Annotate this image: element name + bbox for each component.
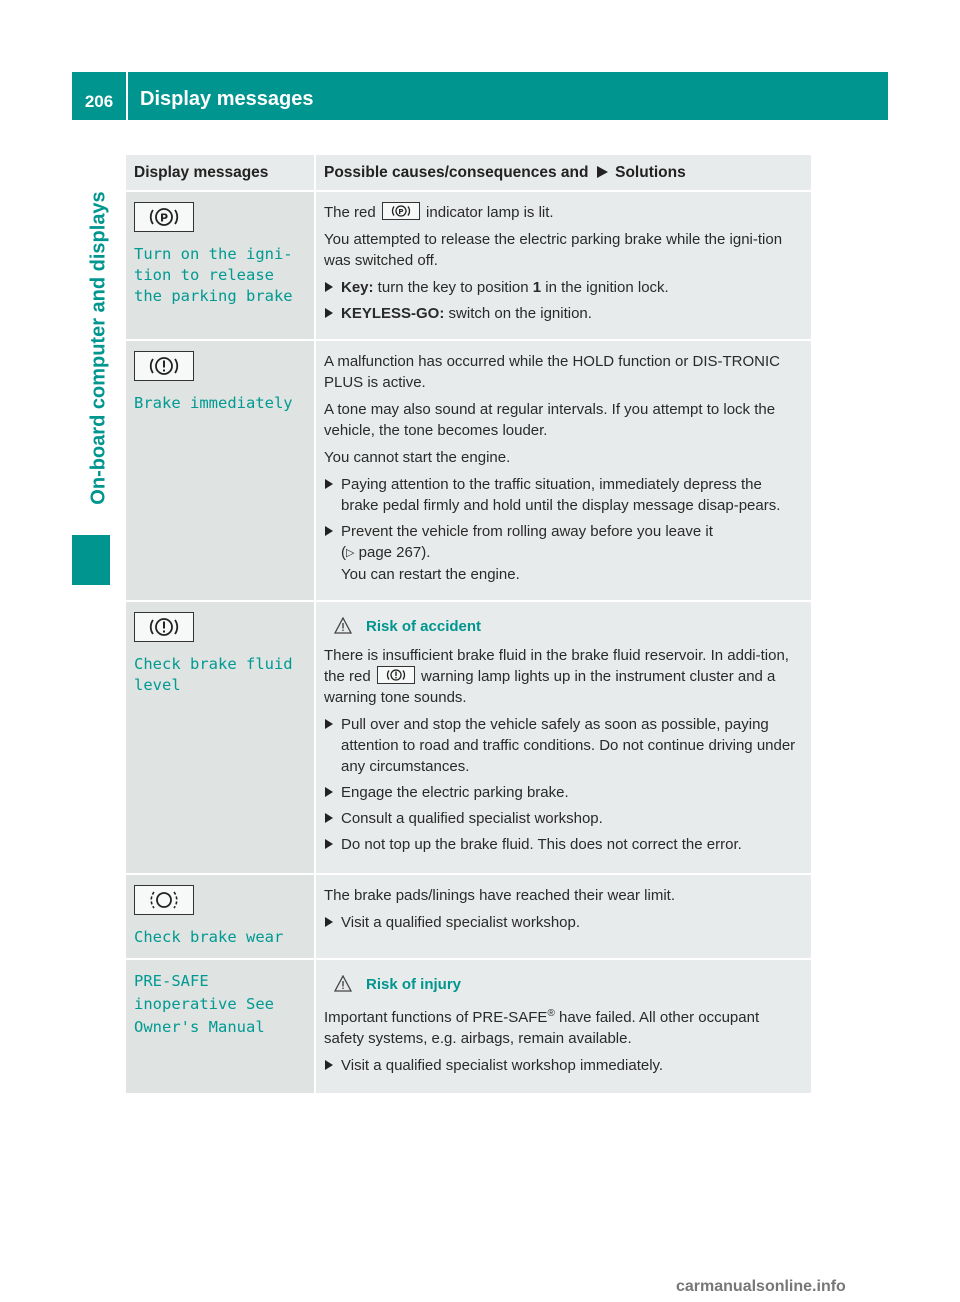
warning-heading (324, 974, 803, 995)
svg-text:P: P (159, 211, 169, 225)
brake-warning-icon (134, 351, 194, 381)
cause-text-part: The red (324, 204, 376, 221)
step-text: in the ignition lock. (541, 279, 669, 296)
table-row (126, 958, 811, 1093)
step-text: Do not top up the brake fluid. This does not correct the error. (341, 836, 742, 853)
step-arrow-icon (325, 308, 333, 318)
display-message-text: Check brake fluid level (134, 655, 293, 694)
step-text: Paying attention to the traffic situation, immediately depress the brake pedal firmly and hold until the display message disap-pears. (341, 476, 781, 514)
column-header-display-messages: Display messages (126, 155, 314, 190)
cause-text-part: have failed. All other occupant safety systems, e.g. airbags, remain available. (324, 1009, 760, 1047)
cause-text: You cannot start the engine. (324, 449, 511, 466)
column-header-solutions-text: Solutions (615, 164, 686, 181)
display-message-cell (126, 339, 314, 600)
solution-step (324, 521, 803, 585)
parking-brake-icon (134, 202, 194, 232)
step-arrow-icon (325, 282, 333, 292)
cause-text: A tone may also sound at regular intervals. If you attempt to lock the vehicle, the tone becomes louder. (324, 401, 776, 439)
warning-text: Risk of accident (366, 618, 482, 635)
page-title: Display messages (140, 88, 314, 110)
page-header (72, 72, 888, 120)
step-text: You can restart the engine. (341, 566, 520, 583)
step-text: switch on the ignition. (444, 305, 592, 322)
cause-text-part: There is insufficient brake fluid in the brake fluid reservoir. In addi-tion, the red (324, 647, 789, 685)
warning-triangle-icon (334, 975, 352, 992)
display-message-text: Check brake wear (134, 928, 284, 946)
brake-warning-icon (377, 666, 415, 684)
step-text: Pull over and stop the vehicle safely as soon as possible, paying attention to road and traffic conditions. Do not continue driving under any circumstances. (341, 716, 796, 775)
solution-step (324, 1055, 803, 1076)
step-text: Visit a qualified specialist workshop. (341, 914, 581, 931)
brake-wear-icon (134, 885, 194, 915)
step-position: 1 (532, 279, 542, 296)
display-message-cell (126, 600, 314, 873)
table-row (126, 190, 811, 339)
solution-step (324, 714, 803, 777)
step-arrow-icon (325, 1060, 333, 1070)
display-message-cell (126, 873, 314, 958)
svg-text:P: P (398, 208, 404, 216)
column-header-causes-text: Possible causes/consequences and (324, 164, 589, 181)
parking-brake-icon (382, 202, 420, 220)
watermark: carmanualsonline.info (676, 1278, 846, 1295)
table-row (126, 600, 811, 873)
registered-mark: ® (547, 1008, 555, 1019)
display-message-cell (126, 190, 314, 339)
step-text: turn the key to position (373, 279, 533, 296)
solution-cell (314, 190, 811, 339)
solution-step (324, 782, 803, 803)
page-number: 206 (84, 92, 114, 111)
brake-warning-icon (134, 612, 194, 642)
table-row (126, 873, 811, 958)
step-text: Consult a qualified specialist workshop. (341, 810, 603, 827)
cause-text (324, 202, 803, 223)
display-message-cell (126, 958, 314, 1093)
solution-step (324, 303, 803, 324)
display-message-text: PRE-SAFE inoperative See Owner's Manual (134, 972, 274, 1036)
solution-cell (314, 600, 811, 873)
warning-text: Risk of injury (366, 976, 462, 993)
table-header-row (126, 155, 811, 190)
column-header-causes (314, 155, 811, 190)
solution-step (324, 834, 803, 855)
step-arrow-icon (325, 917, 333, 927)
solution-step (324, 474, 803, 516)
step-label: Key: (341, 279, 374, 296)
cause-text: You attempted to release the electric parking brake while the igni-tion was switched off. (324, 231, 783, 269)
cause-text: The brake pads/linings have reached their wear limit. (324, 887, 676, 904)
chapter-tab: On-board computer and displays (87, 191, 110, 505)
solution-step (324, 277, 803, 298)
solution-cell (314, 339, 811, 600)
header-divider (126, 72, 128, 120)
step-arrow-icon (325, 813, 333, 823)
step-arrow-icon (325, 526, 333, 536)
solution-step (324, 808, 803, 829)
cause-text (324, 1003, 803, 1049)
step-arrow-icon (325, 719, 333, 729)
step-arrow-icon (325, 787, 333, 797)
warning-heading (324, 616, 803, 637)
chapter-marker (72, 535, 110, 585)
step-arrow-icon (325, 479, 333, 489)
cause-text-part: Important functions of PRE-SAFE (324, 1009, 548, 1026)
page-reference-arrow-icon: ▷ (346, 547, 355, 559)
cause-text (324, 645, 803, 708)
page-reference[interactable]: page 267). (354, 544, 431, 561)
solution-cell (314, 958, 811, 1093)
solution-step (324, 912, 803, 933)
step-text: Engage the electric parking brake. (341, 784, 569, 801)
display-messages-table (126, 155, 811, 1093)
display-message-text: Brake immediately (134, 394, 293, 412)
play-arrow-icon (595, 165, 609, 179)
warning-triangle-icon (334, 617, 352, 634)
step-arrow-icon (325, 839, 333, 849)
display-message-text: Turn on the igni- tion to release the parking brake (134, 245, 293, 305)
cause-text-part: indicator lamp is lit. (426, 204, 554, 221)
step-text: Prevent the vehicle from rolling away before you leave it (341, 523, 713, 540)
step-label: KEYLESS-GO: (341, 305, 445, 322)
cause-text: A malfunction has occurred while the HOLD function or DIS-TRONIC PLUS is active. (324, 353, 781, 391)
page-reference: ( (341, 544, 346, 561)
cause-text-part: warning lamp lights up in the instrument cluster and a warning tone sounds. (324, 668, 776, 706)
solution-cell (314, 873, 811, 958)
step-text: Visit a qualified specialist workshop immediately. (341, 1057, 664, 1074)
table-row (126, 339, 811, 600)
